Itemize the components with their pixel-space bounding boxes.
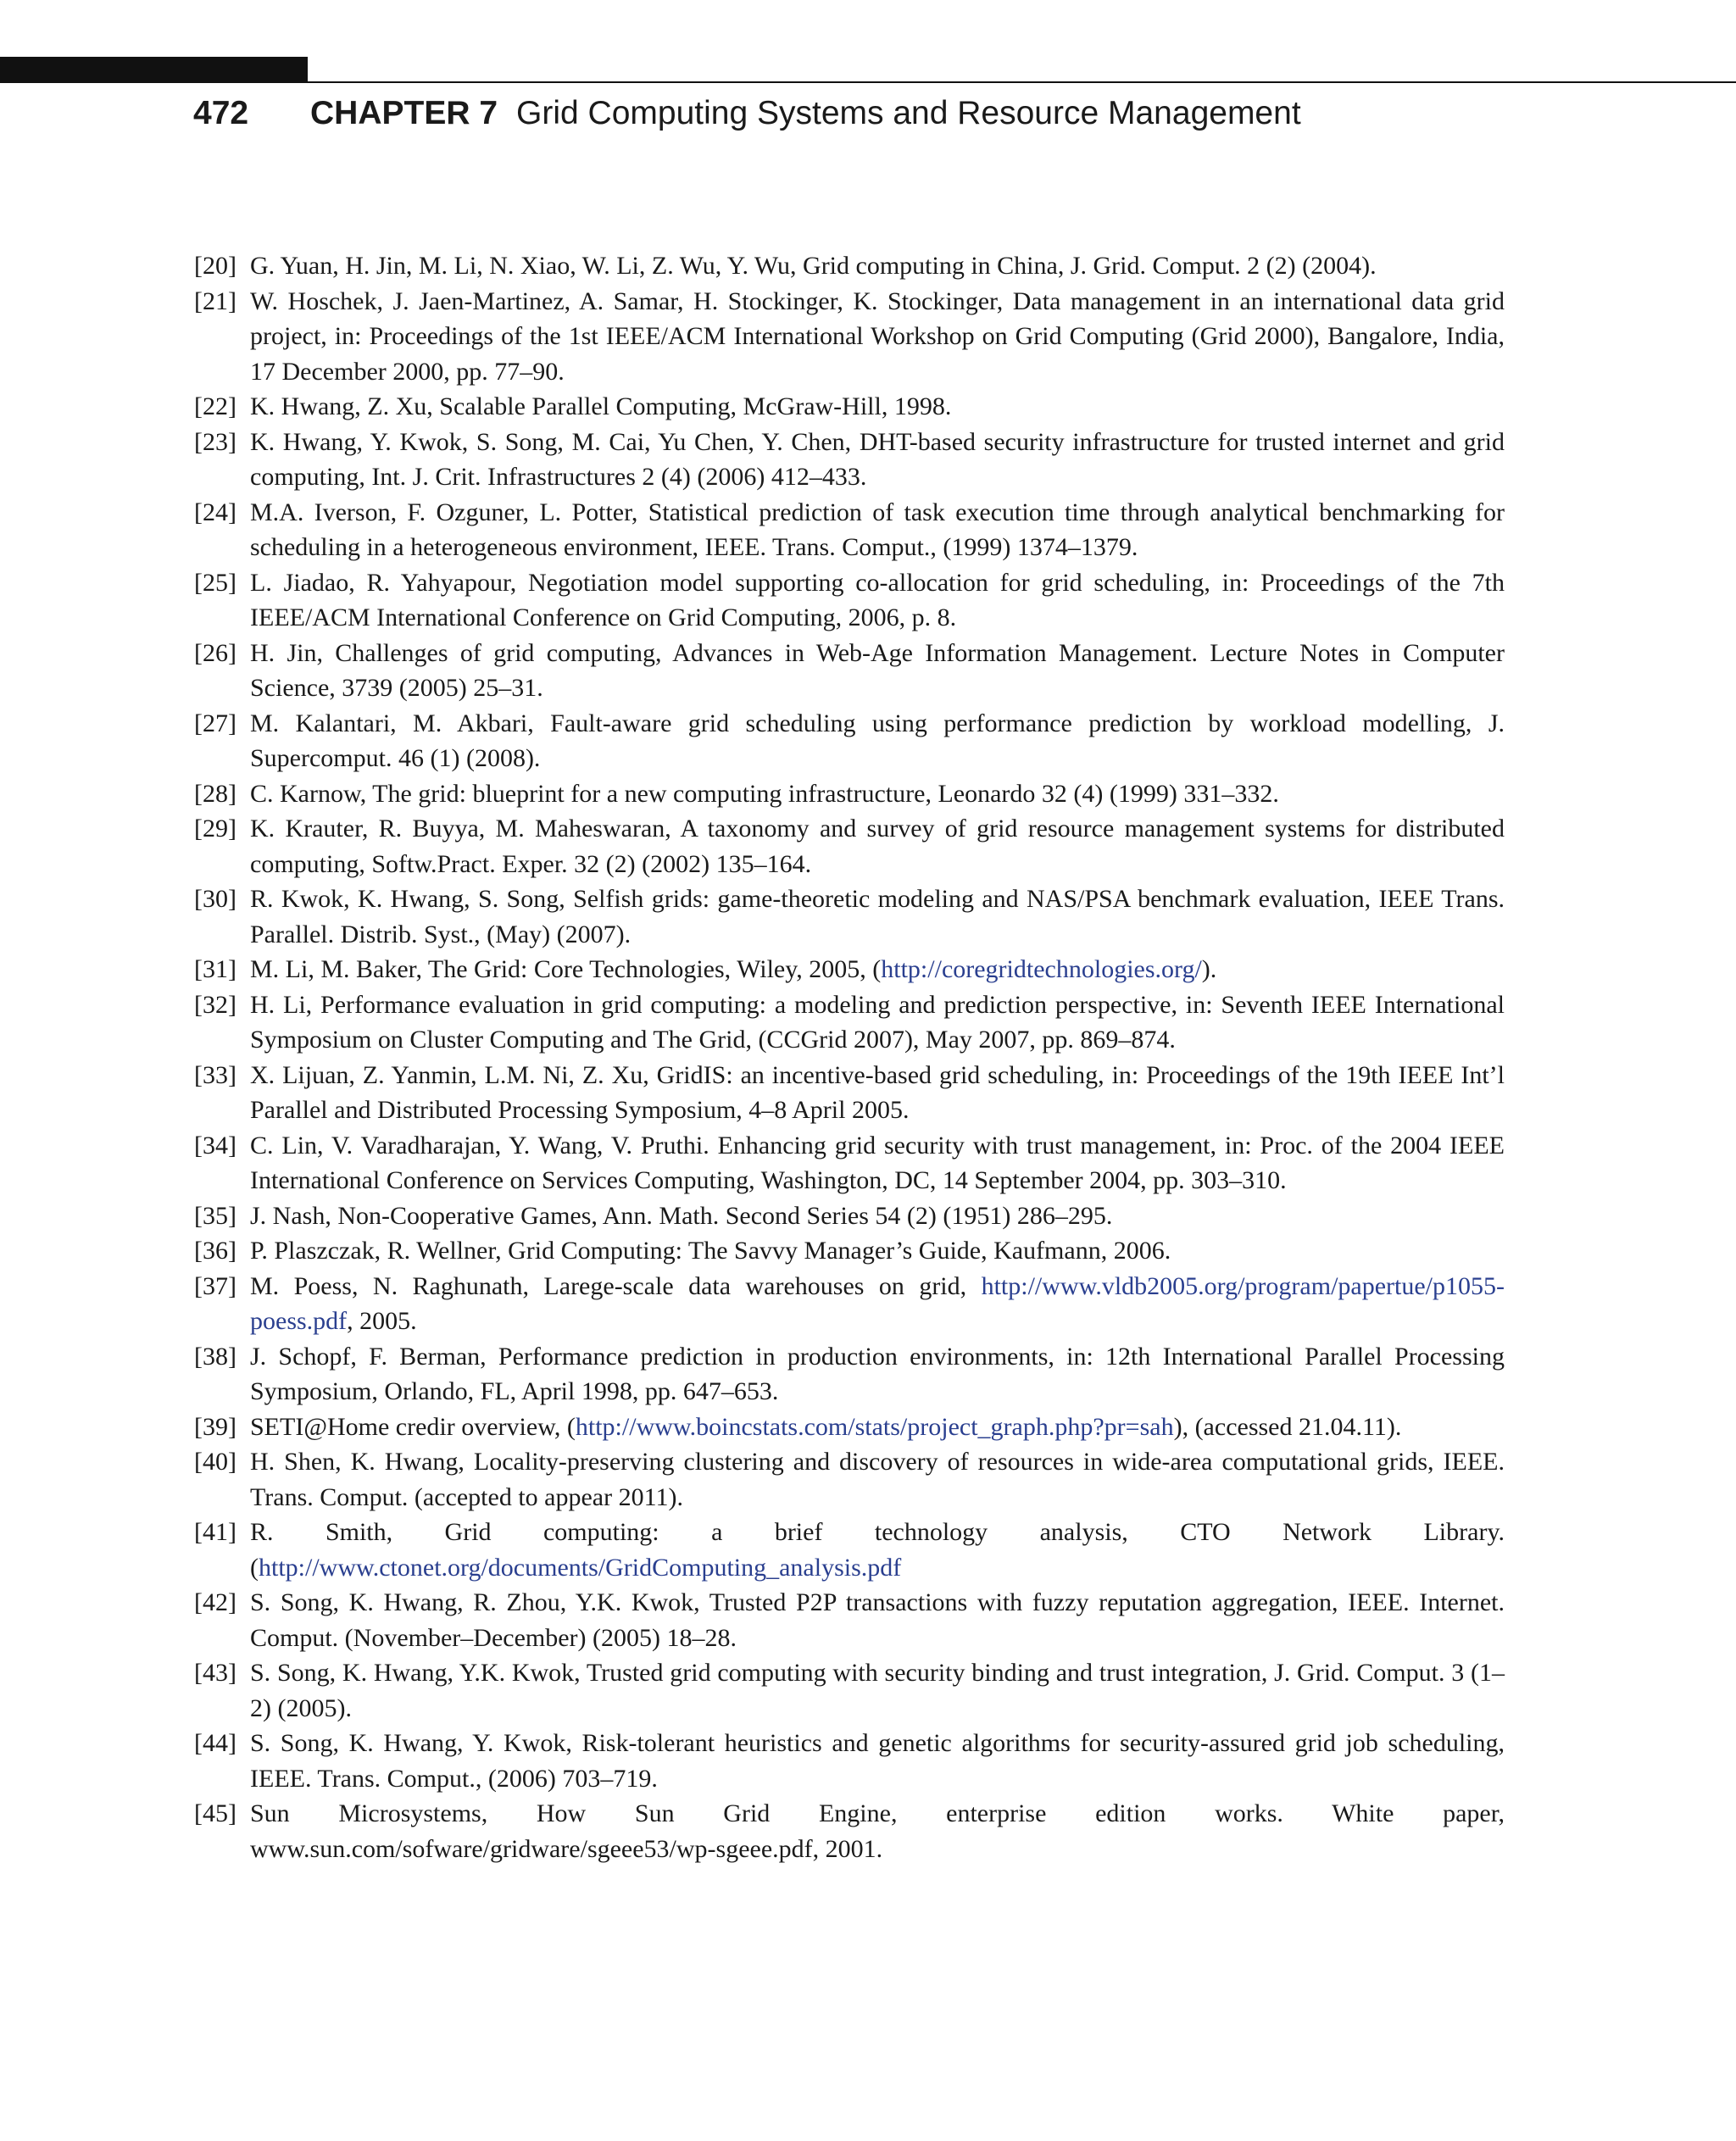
reference-text: M. Poess, N. Raghunath, Larege-scale data warehouses on grid, <box>250 1271 982 1300</box>
reference-number: [27] <box>194 709 236 737</box>
reference-text: H. Li, Performance evaluation in grid computing: a modeling and prediction perspective, in: Seventh IEEE International Symposium on Cluster Computing and The Grid, (CCGrid 2007), May 2007, pp. 869–874. <box>250 990 1505 1054</box>
reference-item <box>194 1269 1505 1339</box>
reference-text: K. Hwang, Y. Kwok, S. Song, M. Cai, Yu Chen, Y. Chen, DHT-based security infrastructure for trusted internet and grid computing, Int. J. Crit. Infrastructures 2 (4) (2006) 412–433. <box>250 427 1505 491</box>
reference-item <box>194 389 1505 425</box>
reference-text: K. Hwang, Z. Xu, Scalable Parallel Computing, McGraw-Hill, 1998. <box>250 392 952 420</box>
reference-link[interactable]: http://coregridtechnologies.org/ <box>881 955 1202 983</box>
reference-text: Sun Microsystems, How Sun Grid Engine, enterprise edition works. White paper, www.sun.com/sofware/gridware/sgeee53/wp-sgeee.pdf, 2001. <box>250 1799 1505 1863</box>
reference-number: [24] <box>194 498 236 526</box>
reference-number: [35] <box>194 1201 236 1230</box>
reference-text-suffix: ). <box>1201 955 1217 983</box>
reference-item <box>194 1058 1505 1128</box>
reference-number: [41] <box>194 1518 236 1546</box>
reference-item <box>194 284 1505 390</box>
reference-item <box>194 565 1505 636</box>
reference-number: [22] <box>194 392 236 420</box>
reference-text: H. Jin, Challenges of grid computing, Advances in Web-Age Information Management. Lecture Notes in Computer Science, 3739 (2005) 25–31. <box>250 638 1505 702</box>
reference-item <box>194 952 1505 987</box>
reference-number: [31] <box>194 955 236 983</box>
chapter-title: Grid Computing Systems and Resource Management <box>516 95 1301 131</box>
reference-link[interactable]: http://www.vldb2005.org/program/papertue/p1055-poess.pdf <box>250 1271 1505 1335</box>
reference-number: [42] <box>194 1588 236 1616</box>
reference-number: [28] <box>194 779 236 808</box>
reference-item <box>194 1726 1505 1796</box>
reference-item <box>194 1233 1505 1269</box>
reference-number: [40] <box>194 1448 236 1476</box>
reference-number: [21] <box>194 286 236 315</box>
reference-item <box>194 1128 1505 1198</box>
reference-item <box>194 1339 1505 1410</box>
reference-text: M. Li, M. Baker, The Grid: Core Technologies, Wiley, 2005, ( <box>250 955 882 983</box>
header-rule <box>308 81 1736 83</box>
reference-text: J. Nash, Non-Cooperative Games, Ann. Math. Second Series 54 (2) (1951) 286–295. <box>250 1201 1113 1230</box>
reference-item <box>194 636 1505 706</box>
reference-number: [44] <box>194 1729 236 1757</box>
reference-text: K. Krauter, R. Buyya, M. Maheswaran, A taxonomy and survey of grid resource management systems for distributed computing, Softw.Pract. Exper. 32 (2) (2002) 135–164. <box>250 815 1505 878</box>
reference-text: R. Smith, Grid computing: a brief technology analysis, CTO Network Library. ( <box>250 1518 1505 1582</box>
reference-text: X. Lijuan, Z. Yanmin, L.M. Ni, Z. Xu, GridIS: an incentive-based grid scheduling, in: Proceedings of the 19th IEEE Int’l Parallel and Distributed Processing Symposium, 4–8 April 2005. <box>250 1060 1505 1124</box>
reference-item <box>194 425 1505 495</box>
page-number: 472 <box>193 95 249 131</box>
reference-text: S. Song, K. Hwang, Y. Kwok, Risk-tolerant heuristics and genetic algorithms for security-assured grid job scheduling, IEEE. Trans. Comput., (2006) 703–719. <box>250 1729 1505 1793</box>
reference-text-suffix: , 2005. <box>347 1307 417 1335</box>
reference-text: L. Jiadao, R. Yahyapour, Negotiation model supporting co-allocation for grid scheduling, in: Proceedings of the 7th IEEE/ACM International Conference on Grid Computing, 2006, p. 8. <box>250 568 1505 631</box>
reference-text: SETI@Home credir overview, ( <box>250 1412 576 1441</box>
reference-item <box>194 811 1505 881</box>
reference-number: [29] <box>194 815 236 842</box>
reference-link[interactable]: http://www.boincstats.com/stats/project_graph.php?pr=sah <box>575 1412 1174 1441</box>
reference-text-suffix: ), (accessed 21.04.11). <box>1173 1412 1402 1441</box>
reference-number: [39] <box>194 1412 236 1441</box>
reference-text: G. Yuan, H. Jin, M. Li, N. Xiao, W. Li, Z. Wu, Y. Wu, Grid computing in China, J. Grid. Comput. 2 (2) (2004). <box>250 252 1377 280</box>
reference-item <box>194 1585 1505 1655</box>
reference-number: [23] <box>194 427 236 456</box>
reference-number: [20] <box>194 252 236 280</box>
reference-number: [25] <box>194 568 236 597</box>
reference-text: C. Lin, V. Varadharajan, Y. Wang, V. Pruthi. Enhancing grid security with trust management, in: Proc. of the 2004 IEEE International Conference on Services Computing, Washington, DC, 14 September 2004, pp. 303–310. <box>250 1131 1505 1194</box>
running-head <box>193 95 1301 139</box>
reference-link[interactable]: http://www.ctonet.org/documents/GridComputing_analysis.pdf <box>259 1553 902 1582</box>
reference-item <box>194 776 1505 812</box>
reference-item <box>194 495 1505 565</box>
reference-list <box>194 248 1505 1866</box>
header-bar <box>0 57 308 83</box>
reference-text: M.A. Iverson, F. Ozguner, L. Potter, Statistical prediction of task execution time through analytical benchmarking for scheduling in a heterogeneous environment, IEEE. Trans. Comput., (1999) 1374–1379. <box>250 498 1505 561</box>
reference-text: S. Song, K. Hwang, Y.K. Kwok, Trusted grid computing with security binding and trust integration, J. Grid. Comput. 3 (1–2) (2005). <box>250 1659 1505 1722</box>
reference-number: [33] <box>194 1060 236 1089</box>
reference-item <box>194 1444 1505 1515</box>
reference-item <box>194 1655 1505 1726</box>
reference-number: [32] <box>194 990 236 1019</box>
reference-item <box>194 1796 1505 1866</box>
chapter-label: CHAPTER 7 <box>310 95 498 131</box>
reference-number: [26] <box>194 638 236 667</box>
reference-item <box>194 987 1505 1058</box>
reference-item <box>194 248 1505 284</box>
reference-text: C. Karnow, The grid: blueprint for a new computing infrastructure, Leonardo 32 (4) (1999) 331–332. <box>250 779 1279 808</box>
reference-text: H. Shen, K. Hwang, Locality-preserving clustering and discovery of resources in wide-area computational grids, IEEE. Trans. Comput. (accepted to appear 2011). <box>250 1448 1505 1511</box>
reference-number: [38] <box>194 1342 236 1371</box>
reference-number: [37] <box>194 1271 236 1300</box>
reference-number: [43] <box>194 1659 236 1687</box>
reference-text: W. Hoschek, J. Jaen-Martinez, A. Samar, H. Stockinger, K. Stockinger, Data management in an international data grid project, in: Proceedings of the 1st IEEE/ACM International Workshop on Grid Computing (Grid 2000), Bangalore, India, 17 December 2000, pp. 77–90. <box>250 286 1505 386</box>
reference-item <box>194 1410 1505 1445</box>
reference-text: P. Plaszczak, R. Wellner, Grid Computing: The Savvy Manager’s Guide, Kaufmann, 2006. <box>250 1237 1171 1265</box>
reference-text: J. Schopf, F. Berman, Performance prediction in production environments, in: 12th International Parallel Processing Symposium, Orlando, FL, April 1998, pp. 647–653. <box>250 1342 1505 1405</box>
reference-text: M. Kalantari, M. Akbari, Fault-aware grid scheduling using performance prediction by workload modelling, J. Supercomput. 46 (1) (2008). <box>250 709 1505 772</box>
reference-text: R. Kwok, K. Hwang, S. Song, Selfish grids: game-theoretic modeling and NAS/PSA benchmark evaluation, IEEE Trans. Parallel. Distrib. Syst., (May) (2007). <box>250 885 1505 948</box>
reference-text: S. Song, K. Hwang, R. Zhou, Y.K. Kwok, Trusted P2P transactions with fuzzy reputation aggregation, IEEE. Internet. Comput. (November–December) (2005) 18–28. <box>250 1588 1505 1652</box>
reference-number: [45] <box>194 1799 236 1827</box>
reference-item <box>194 1198 1505 1234</box>
reference-number: [30] <box>194 885 236 913</box>
reference-item <box>194 1515 1505 1585</box>
reference-number: [34] <box>194 1131 236 1159</box>
reference-item <box>194 706 1505 776</box>
reference-number: [36] <box>194 1237 236 1265</box>
reference-item <box>194 881 1505 952</box>
